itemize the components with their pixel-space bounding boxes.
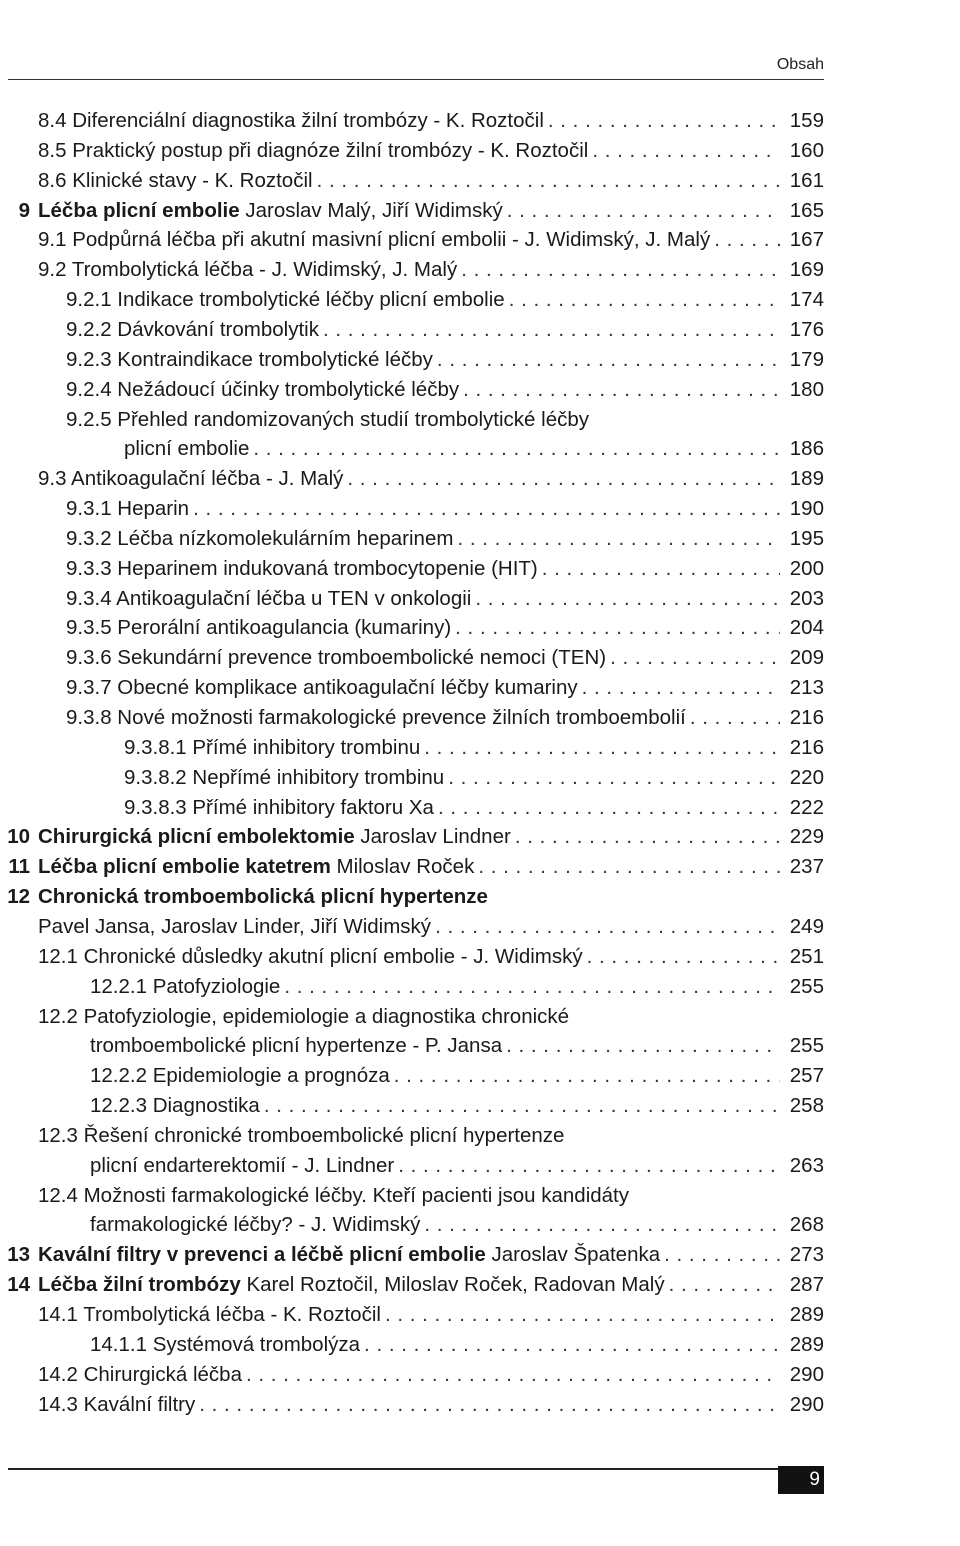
toc-entry	[0, 1390, 960, 1420]
entry-text	[38, 942, 583, 972]
entry-title: 8.4 Diferenciální diagnostika žilní trombózy - K. Roztočil	[38, 109, 544, 132]
toc-entry	[0, 166, 960, 196]
page-ref: 176	[789, 317, 824, 341]
entry-text	[38, 852, 474, 882]
chapter-number: 14	[7, 1273, 30, 1297]
toc-entry	[0, 196, 960, 226]
entry-text	[38, 1270, 665, 1300]
entry-text	[66, 554, 538, 584]
dot-leader	[506, 1031, 780, 1061]
dot-leader	[515, 822, 780, 852]
toc-entry	[0, 1121, 960, 1151]
dot-leader	[669, 1270, 780, 1300]
page-ref: 209	[789, 646, 824, 670]
page-ref: 203	[789, 586, 824, 610]
toc-entry	[0, 673, 960, 703]
toc-entry	[0, 1061, 960, 1091]
dot-leader	[610, 643, 780, 673]
entry-title: 9.1 Podpůrná léčba při akutní masivní plicní embolii - J. Widimský, J. Malý	[38, 228, 711, 252]
entry-text	[66, 643, 606, 673]
page-ref: 287	[789, 1273, 824, 1297]
toc-entry	[0, 136, 960, 166]
entry-text	[124, 763, 444, 793]
chapter-title: Léčba žilní trombózy	[38, 1273, 241, 1297]
toc-entry	[0, 942, 960, 972]
toc-entry	[0, 972, 960, 1002]
toc-entry	[0, 345, 960, 375]
dot-leader	[587, 942, 780, 972]
dot-leader	[246, 1360, 780, 1390]
entry-title: Jaroslav Špatenka	[485, 1243, 661, 1267]
chapter-title: Chronická tromboembolická plicní hypertenze	[38, 885, 488, 909]
entry-title: 14.1 Trombolytická léčba - K. Roztočil	[38, 1303, 381, 1326]
toc-entry	[0, 405, 960, 435]
toc-entry	[0, 106, 960, 136]
entry-title: 9.3.2 Léčba nízkomolekulárním heparinem	[66, 526, 454, 550]
page-ref: 255	[789, 974, 824, 998]
page-ref: 289	[789, 1332, 824, 1356]
entry-text	[38, 882, 488, 912]
toc-entry	[0, 643, 960, 673]
dot-leader	[461, 255, 780, 285]
entry-text	[66, 524, 453, 554]
entry-title: 9.2.2 Dávkování trombolytik	[66, 317, 319, 341]
entry-text	[90, 1091, 260, 1121]
entry-title: 14.2 Chirurgická léčba	[38, 1362, 242, 1386]
page-ref: 159	[789, 109, 824, 132]
toc-entry	[0, 1031, 960, 1061]
entry-text	[38, 1002, 569, 1032]
entry-title: 12.1 Chronické důsledky akutní plicní embolie - J. Widimský	[38, 944, 583, 968]
entry-text	[38, 106, 544, 136]
entry-title: 9.2.3 Kontraindikace trombolytické léčby	[66, 347, 433, 371]
toc-entry	[0, 524, 960, 554]
page-ref: 179	[789, 347, 824, 371]
entry-title: Miloslav Roček	[330, 855, 475, 879]
entry-text	[38, 166, 313, 196]
entry-text	[38, 1121, 564, 1151]
toc-entry	[0, 822, 960, 852]
page-ref: 189	[789, 467, 824, 491]
dot-leader	[455, 613, 780, 643]
page-ref: 229	[789, 825, 824, 849]
entry-title: farmakologické léčby? - J. Widimský	[90, 1213, 421, 1237]
page-ref: 167	[789, 228, 824, 252]
entry-title: 9.3.8.3 Přímé inhibitory faktoru Xa	[124, 795, 434, 819]
entry-title: 9.2.4 Nežádoucí účinky trombolytické léčby	[66, 377, 460, 401]
chapter-number: 9	[18, 198, 30, 222]
page-ref: 255	[789, 1034, 824, 1058]
toc-entry	[0, 315, 960, 345]
bottom-rule	[8, 1468, 778, 1470]
entry-text	[66, 315, 319, 345]
entry-text	[38, 1240, 660, 1270]
chapter-title: Léčba plicní embolie	[38, 198, 240, 222]
entry-title: Jaroslav Lindner	[354, 825, 511, 849]
page-ref: 180	[789, 377, 824, 401]
entry-title: Jaroslav Malý, Jiří Widimský	[239, 198, 503, 222]
entry-title: 8.6 Klinické stavy - K. Roztočil	[38, 168, 313, 192]
page-ref: 216	[789, 735, 824, 759]
toc-entry	[0, 912, 960, 942]
entry-text	[66, 375, 459, 405]
entry-text	[90, 1031, 502, 1061]
toc-entry	[0, 285, 960, 315]
entry-text	[38, 1360, 242, 1390]
dot-leader	[424, 733, 780, 763]
entry-text	[90, 972, 280, 1002]
toc-entry	[0, 255, 960, 285]
entry-text	[38, 255, 457, 285]
toc-entry	[0, 1002, 960, 1032]
page-ref: 290	[789, 1392, 824, 1416]
entry-text	[66, 285, 505, 315]
page-ref: 204	[789, 616, 824, 640]
chapter-number: 11	[8, 855, 30, 879]
toc-entry	[0, 613, 960, 643]
entry-text	[38, 225, 710, 255]
entry-text	[124, 793, 434, 823]
page-ref: 237	[789, 855, 824, 879]
entry-title: 12.2.2 Epidemiologie a prognóza	[90, 1064, 390, 1088]
entry-title: plicní embolie	[124, 437, 250, 461]
dot-leader	[448, 763, 780, 793]
chapter-title: Kavální filtry v prevenci a léčbě plicní embolie	[38, 1243, 486, 1267]
entry-text	[38, 822, 511, 852]
page-ref: 263	[789, 1153, 824, 1177]
entry-text	[124, 434, 249, 464]
entry-title: 8.5 Praktický postup při diagnóze žilní trombózy - K. Roztočil	[38, 138, 589, 162]
dot-leader	[690, 703, 780, 733]
dot-leader	[463, 375, 780, 405]
entry-text	[90, 1210, 420, 1240]
entry-text	[66, 494, 189, 524]
toc-entry	[0, 494, 960, 524]
toc-entry	[0, 1240, 960, 1270]
dot-leader	[323, 315, 780, 345]
dot-leader	[478, 852, 780, 882]
entry-text	[38, 1181, 629, 1211]
page-ref: 220	[789, 765, 824, 789]
entry-title: 12.2.3 Diagnostika	[90, 1094, 260, 1118]
entry-title: 9.2.5 Přehled randomizovaných studií trombolytické léčby	[66, 407, 590, 431]
toc-entry	[0, 1360, 960, 1390]
toc-entry	[0, 852, 960, 882]
dot-leader	[424, 1210, 780, 1240]
chapter-title: Chirurgická plicní embolektomie	[38, 825, 355, 849]
toc-entry	[0, 763, 960, 793]
toc-entry	[0, 225, 960, 255]
dot-leader	[364, 1330, 780, 1360]
entry-title: Karel Roztočil, Miloslav Roček, Radovan Malý	[240, 1273, 665, 1297]
entry-title: 9.3.3 Heparinem indukovaná trombocytopenie (HIT)	[66, 556, 538, 580]
dot-leader	[264, 1091, 780, 1121]
page-ref: 249	[789, 914, 824, 938]
page-ref: 222	[789, 795, 824, 819]
entry-title: 9.3 Antikoagulační léčba - J. Malý	[38, 467, 344, 491]
page-ref: 165	[789, 198, 824, 222]
entry-title: 9.2 Trombolytická léčba - J. Widimský, J. Malý	[38, 258, 458, 282]
toc-entry	[0, 1151, 960, 1181]
toc-entry	[0, 375, 960, 405]
chapter-number: 12	[7, 885, 30, 909]
dot-leader	[394, 1061, 780, 1091]
dot-leader	[457, 524, 780, 554]
dot-leader	[714, 225, 780, 255]
entry-text	[38, 1390, 195, 1420]
entry-title: 12.2.1 Patofyziologie	[90, 974, 281, 998]
page-ref: 290	[789, 1362, 824, 1386]
toc-entry	[0, 584, 960, 614]
page-ref: 273	[789, 1243, 824, 1267]
entry-title: 14.3 Kavální filtry	[38, 1392, 196, 1416]
page-ref: 169	[789, 258, 824, 282]
entry-title: 9.3.8.2 Nepřímé inhibitory trombinu	[124, 765, 445, 789]
page-ref: 190	[789, 497, 824, 521]
chapter-number: 10	[7, 825, 30, 849]
entry-title: 9.3.1 Heparin	[66, 497, 190, 521]
toc-entry	[0, 1330, 960, 1360]
dot-leader	[385, 1300, 780, 1330]
toc-entry	[0, 1181, 960, 1211]
dot-leader	[284, 972, 780, 1002]
dot-leader	[347, 464, 780, 494]
dot-leader	[438, 793, 780, 823]
toc-entry	[0, 1091, 960, 1121]
dot-leader	[548, 106, 780, 136]
entry-title: 9.3.8.1 Přímé inhibitory trombinu	[124, 735, 421, 759]
entry-title: tromboembolické plicní hypertenze - P. Jansa	[90, 1034, 503, 1058]
entry-title: 9.3.8 Nové možnosti farmakologické prevence žilních tromboembolií	[66, 706, 686, 729]
entry-title: 9.3.5 Perorální antikoagulancia (kumariny)	[66, 616, 452, 640]
page-ref: 289	[789, 1303, 824, 1326]
toc-entry	[0, 793, 960, 823]
entry-title: 12.3 Řešení chronické tromboembolické plicní hypertenze	[38, 1123, 565, 1147]
dot-leader	[437, 345, 780, 375]
toc-entry	[0, 1300, 960, 1330]
dot-leader	[475, 584, 780, 614]
page-ref: 268	[789, 1213, 824, 1237]
dot-leader	[582, 673, 780, 703]
entry-title: 12.4 Možnosti farmakologické léčby. Kteří pacienti jsou kandidáty	[38, 1183, 630, 1207]
page-ref: 174	[789, 288, 824, 312]
entry-text	[66, 613, 451, 643]
toc-entry	[0, 1270, 960, 1300]
toc-entry	[0, 434, 960, 464]
page-ref: 186	[789, 437, 824, 461]
page-ref: 251	[789, 944, 824, 968]
entry-title: plicní endarterektomií - J. Lindner	[90, 1153, 395, 1177]
toc-entry	[0, 554, 960, 584]
toc-entry	[0, 464, 960, 494]
page-ref: 258	[789, 1094, 824, 1118]
toc-entry	[0, 1210, 960, 1240]
entry-title: 9.3.7 Obecné komplikace antikoagulační léčby kumariny	[66, 676, 578, 700]
page-ref: 195	[789, 526, 824, 550]
chapter-title: Léčba plicní embolie katetrem	[38, 855, 331, 879]
entry-text	[66, 703, 686, 733]
entry-title: 9.3.6 Sekundární prevence tromboembolické nemoci (TEN)	[66, 646, 607, 670]
entry-title: 9.3.4 Antikoagulační léčba u TEN v onkologii	[66, 586, 472, 610]
entry-text	[66, 405, 589, 435]
toc-entry	[0, 733, 960, 763]
entry-text	[66, 584, 471, 614]
entry-text	[66, 345, 433, 375]
entry-text	[38, 912, 431, 942]
entry-text	[90, 1151, 394, 1181]
entry-text	[66, 673, 578, 703]
dot-leader	[199, 1390, 780, 1420]
page-ref: 257	[789, 1064, 824, 1088]
top-rule	[8, 79, 824, 80]
entry-text	[90, 1330, 360, 1360]
entry-title: 9.2.1 Indikace trombolytické léčby plicní embolie	[66, 288, 505, 312]
entry-text	[38, 1300, 381, 1330]
page-ref: 161	[789, 168, 824, 192]
dot-leader	[253, 434, 780, 464]
entry-title: 12.2 Patofyziologie, epidemiologie a diagnostika chronické	[38, 1004, 570, 1028]
page-ref: 160	[789, 138, 824, 162]
dot-leader	[507, 196, 780, 226]
dot-leader	[592, 136, 780, 166]
dot-leader	[317, 166, 780, 196]
entry-text	[124, 733, 420, 763]
page-ref: 213	[789, 676, 824, 700]
entry-title: 14.1.1 Systémová trombolýza	[90, 1332, 361, 1356]
dot-leader	[542, 554, 780, 584]
dot-leader	[664, 1240, 780, 1270]
dot-leader	[193, 494, 780, 524]
page-ref: 216	[789, 706, 824, 729]
dot-leader	[435, 912, 780, 942]
running-head: Obsah	[776, 56, 824, 73]
dot-leader	[398, 1151, 780, 1181]
entry-text	[38, 196, 503, 226]
entry-title: Pavel Jansa, Jaroslav Linder, Jiří Widimský	[38, 914, 432, 938]
entry-text	[90, 1061, 390, 1091]
entry-text	[38, 136, 588, 166]
page-number: 9	[778, 1466, 824, 1494]
toc-entry	[0, 703, 960, 733]
entry-text	[38, 464, 343, 494]
dot-leader	[509, 285, 780, 315]
toc-entry	[0, 882, 960, 912]
page-ref: 200	[789, 556, 824, 580]
chapter-number: 13	[7, 1243, 30, 1267]
